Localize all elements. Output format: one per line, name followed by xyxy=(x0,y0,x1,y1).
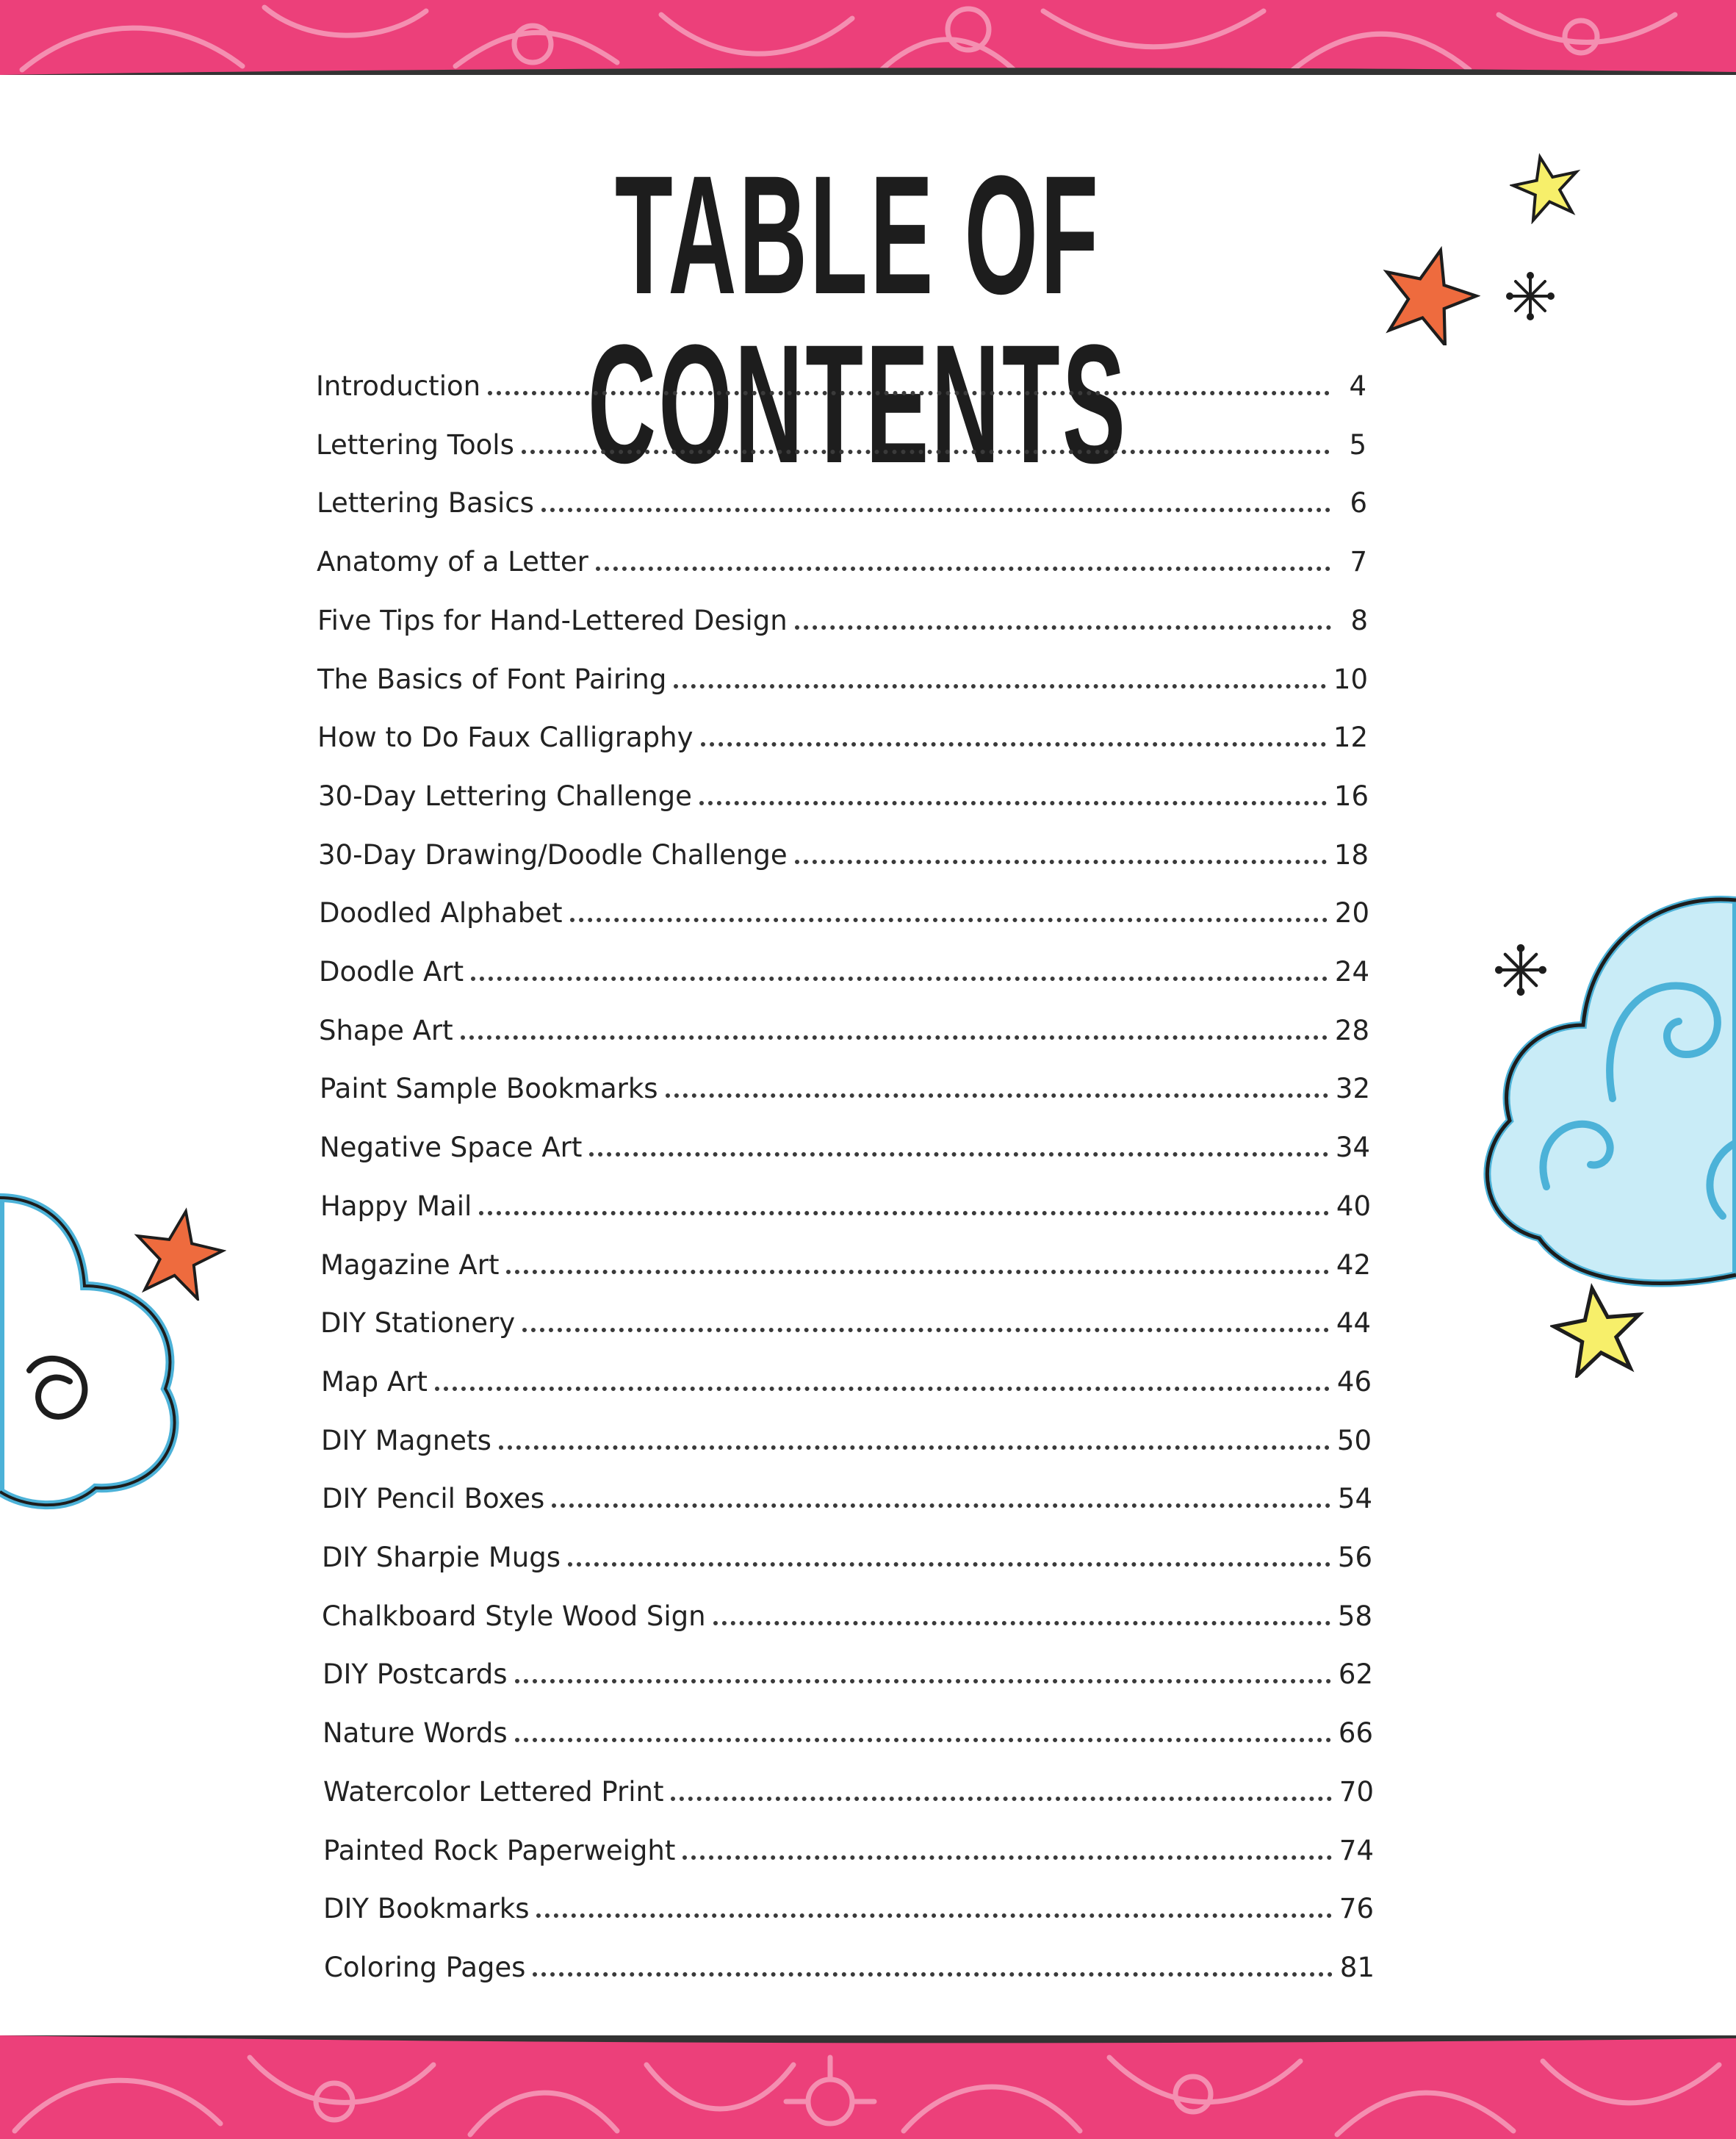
toc-entry xyxy=(318,829,1369,873)
toc-entry xyxy=(316,419,1366,463)
toc-entry-page-number: 4 xyxy=(1349,370,1366,402)
toc-entry-title: Introduction xyxy=(316,370,481,402)
toc-entry-title: Doodle Art xyxy=(319,956,464,988)
toc-dot-leader xyxy=(666,1093,1328,1098)
toc-entry-title: Coloring Pages xyxy=(324,1952,526,1983)
toc-entry-page-number: 66 xyxy=(1338,1717,1373,1749)
toc-entry-title: Nature Words xyxy=(323,1717,508,1749)
toc-entry-page-number: 81 xyxy=(1339,1952,1375,1983)
toc-entry-page-number: 32 xyxy=(1335,1073,1370,1104)
toc-dot-leader xyxy=(682,1855,1332,1860)
toc-entry-title: Watercolor Lettered Print xyxy=(323,1776,664,1808)
toc-dot-leader xyxy=(506,1270,1328,1274)
toc-entry xyxy=(323,1883,1374,1927)
toc-entry-page-number: 46 xyxy=(1336,1366,1372,1398)
toc-entry-title: Map Art xyxy=(321,1366,428,1398)
toc-entry-page-number: 18 xyxy=(1333,839,1369,871)
bottom-decorative-band xyxy=(0,2035,1736,2139)
toc-entry-title: Lettering Basics xyxy=(317,487,534,519)
toc-entry-title: Negative Space Art xyxy=(320,1132,583,1163)
toc-entry-page-number: 42 xyxy=(1336,1249,1371,1281)
toc-entry xyxy=(319,1004,1369,1049)
toc-entry-page-number: 76 xyxy=(1339,1893,1374,1924)
toc-dot-leader xyxy=(671,1797,1331,1801)
toc-entry-title: How to Do Faux Calligraphy xyxy=(317,722,694,753)
toc-entry-page-number: 44 xyxy=(1336,1307,1371,1339)
toc-entry xyxy=(318,770,1369,814)
toc-entry xyxy=(320,1063,1370,1107)
toc-entry xyxy=(323,1648,1373,1692)
toc-dot-leader xyxy=(570,918,1328,922)
toc-dot-leader xyxy=(596,567,1330,571)
toc-dot-leader xyxy=(435,1387,1330,1391)
toc-entry xyxy=(320,1239,1371,1283)
toc-entry xyxy=(321,1356,1372,1400)
toc-entry-title: DIY Postcards xyxy=(323,1658,508,1690)
toc-dot-leader xyxy=(471,977,1328,981)
toc-entry xyxy=(320,1297,1371,1341)
toc-dot-leader xyxy=(488,391,1330,395)
toc-entry-title: DIY Pencil Boxes xyxy=(322,1483,545,1514)
toc-dot-leader xyxy=(515,1679,1331,1683)
toc-dot-leader xyxy=(589,1152,1328,1157)
toc-entry-page-number: 7 xyxy=(1350,546,1367,578)
toc-entry-page-number: 74 xyxy=(1339,1835,1374,1866)
toc-dot-leader xyxy=(499,1445,1330,1450)
toc-entry-page-number: 6 xyxy=(1350,487,1367,519)
toc-entry-page-number: 56 xyxy=(1337,1542,1372,1573)
toc-dot-leader xyxy=(699,801,1327,805)
toc-entry xyxy=(322,1590,1372,1634)
toc-entry-page-number: 8 xyxy=(1350,605,1368,636)
toc-dot-leader xyxy=(713,1621,1330,1625)
toc-entry-title: Five Tips for Hand-Lettered Design xyxy=(317,605,788,636)
toc-entry-page-number: 24 xyxy=(1334,956,1369,988)
toc-entry xyxy=(323,1707,1373,1751)
toc-entry-title: Painted Rock Paperweight xyxy=(323,1835,676,1866)
toc-entry xyxy=(324,1941,1375,1985)
toc-entry-title: 30-Day Lettering Challenge xyxy=(318,780,692,812)
toc-dot-leader xyxy=(568,1562,1330,1567)
toc-entry-page-number: 50 xyxy=(1336,1425,1372,1456)
toc-entry xyxy=(320,1121,1370,1165)
toc-entry-page-number: 70 xyxy=(1339,1776,1374,1808)
toc-entry xyxy=(317,711,1368,755)
toc-dot-leader xyxy=(515,1738,1331,1742)
toc-dot-leader xyxy=(522,1328,1329,1332)
toc-entry xyxy=(317,477,1367,521)
toc-entry xyxy=(323,1825,1374,1869)
toc-entry-title: DIY Stationery xyxy=(320,1307,516,1339)
toc-entry-page-number: 62 xyxy=(1338,1658,1373,1690)
toc-entry-page-number: 54 xyxy=(1337,1483,1372,1514)
toc-entry-title: Happy Mail xyxy=(320,1190,472,1222)
toc-dot-leader xyxy=(552,1503,1330,1508)
toc-dot-leader xyxy=(674,684,1326,689)
toc-entry-page-number: 16 xyxy=(1333,780,1369,812)
toc-entry xyxy=(322,1473,1372,1517)
toc-entry-page-number: 10 xyxy=(1333,664,1368,695)
toc-entry-title: The Basics of Font Pairing xyxy=(317,664,667,695)
toc-entry-page-number: 34 xyxy=(1335,1132,1370,1163)
toc-entry xyxy=(323,1766,1374,1810)
toc-entry xyxy=(320,1180,1371,1224)
toc-entry-title: Chalkboard Style Wood Sign xyxy=(322,1600,706,1632)
toc-entry xyxy=(322,1531,1372,1575)
toc-entry xyxy=(317,594,1368,639)
toc-entry-title: Shape Art xyxy=(319,1015,453,1046)
toc-entry-page-number: 5 xyxy=(1349,429,1366,461)
toc-entry-page-number: 28 xyxy=(1334,1015,1369,1046)
toc-entry-title: Doodled Alphabet xyxy=(319,897,563,929)
toc-entry xyxy=(317,653,1368,697)
toc-entry xyxy=(321,1414,1372,1459)
toc-entry-title: Lettering Tools xyxy=(316,429,514,461)
toc-entry xyxy=(317,536,1367,580)
toc-entry-page-number: 40 xyxy=(1336,1190,1371,1222)
page-title: TABLE OF CONTENTS xyxy=(588,140,1128,498)
toc-entry-title: Magazine Art xyxy=(320,1249,500,1281)
toc-entry-title: DIY Magnets xyxy=(321,1425,491,1456)
toc-dot-leader xyxy=(541,508,1330,512)
toc-entry-title: Anatomy of a Letter xyxy=(317,546,588,578)
toc-dot-leader xyxy=(795,625,1331,630)
toc-entry xyxy=(319,887,1369,931)
toc-entry-title: DIY Sharpie Mugs xyxy=(322,1542,561,1573)
toc-entry-page-number: 12 xyxy=(1333,722,1368,753)
toc-entry-title: Paint Sample Bookmarks xyxy=(320,1073,658,1104)
toc-entry xyxy=(319,946,1369,990)
toc-dot-leader xyxy=(461,1035,1328,1040)
toc-entry-title: 30-Day Drawing/Doodle Challenge xyxy=(318,839,788,871)
toc-entry-page-number: 20 xyxy=(1334,897,1369,929)
toc-dot-leader xyxy=(533,1972,1332,1977)
toc-dot-leader xyxy=(479,1211,1329,1215)
toc-entry xyxy=(316,360,1366,404)
toc-entry-title: DIY Bookmarks xyxy=(323,1893,530,1924)
toc-dot-leader xyxy=(522,450,1330,454)
toc-dot-leader xyxy=(536,1913,1331,1918)
toc-dot-leader xyxy=(701,742,1326,747)
toc-dot-leader xyxy=(795,860,1327,864)
toc-entry-page-number: 58 xyxy=(1337,1600,1372,1632)
